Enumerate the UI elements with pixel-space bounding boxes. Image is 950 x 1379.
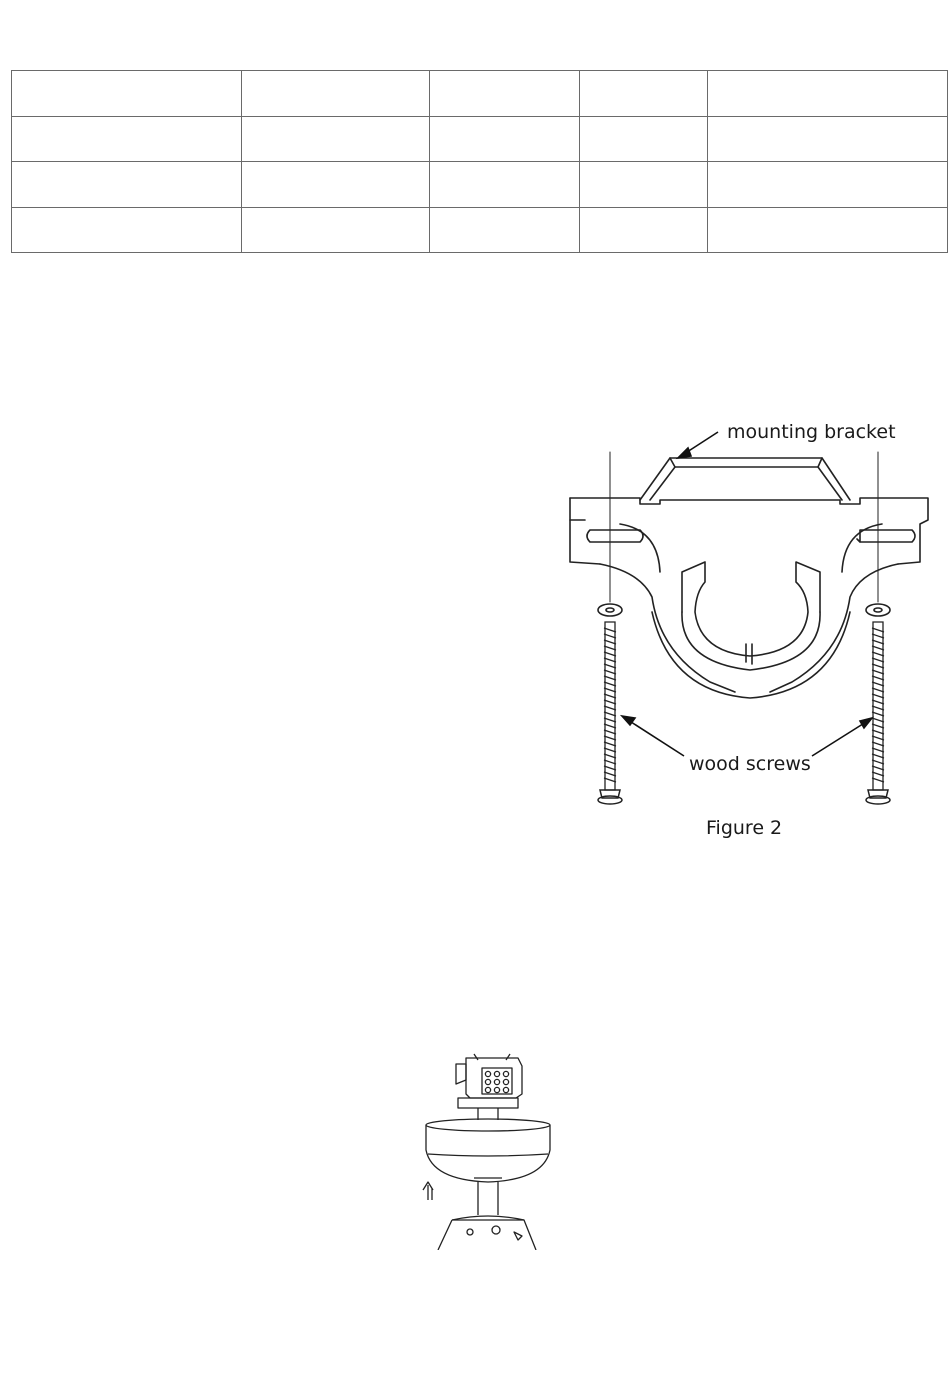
table-row [12, 207, 948, 253]
table-cell [580, 116, 708, 162]
fan-motor-canopy-illustration [418, 1050, 558, 1250]
table-cell [12, 116, 242, 162]
table-cell [580, 207, 708, 253]
table-cell [708, 162, 948, 208]
mounting-bracket-illustration [560, 412, 950, 848]
table-cell [430, 162, 580, 208]
figure-3-fan-motor [418, 1050, 558, 1250]
table-row [12, 116, 948, 162]
table-row [12, 71, 948, 117]
table-cell [430, 71, 580, 117]
figure-2-mounting-bracket [560, 412, 950, 848]
table-cell [708, 207, 948, 253]
table-cell [580, 71, 708, 117]
table-cell [242, 162, 430, 208]
figure-caption: Figure 2 [706, 817, 783, 839]
table-row [12, 162, 948, 208]
table-cell [708, 116, 948, 162]
table-cell [708, 71, 948, 117]
table-cell [580, 162, 708, 208]
mounting-bracket-label: mounting bracket [727, 421, 896, 443]
table-cell [12, 207, 242, 253]
table-cell [242, 71, 430, 117]
table-cell [242, 207, 430, 253]
table-cell [242, 116, 430, 162]
table-cell [12, 162, 242, 208]
wood-screws-label: wood screws [689, 753, 811, 775]
table-cell [430, 116, 580, 162]
table-cell [430, 207, 580, 253]
table-cell [12, 71, 242, 117]
spec-table [11, 70, 948, 253]
